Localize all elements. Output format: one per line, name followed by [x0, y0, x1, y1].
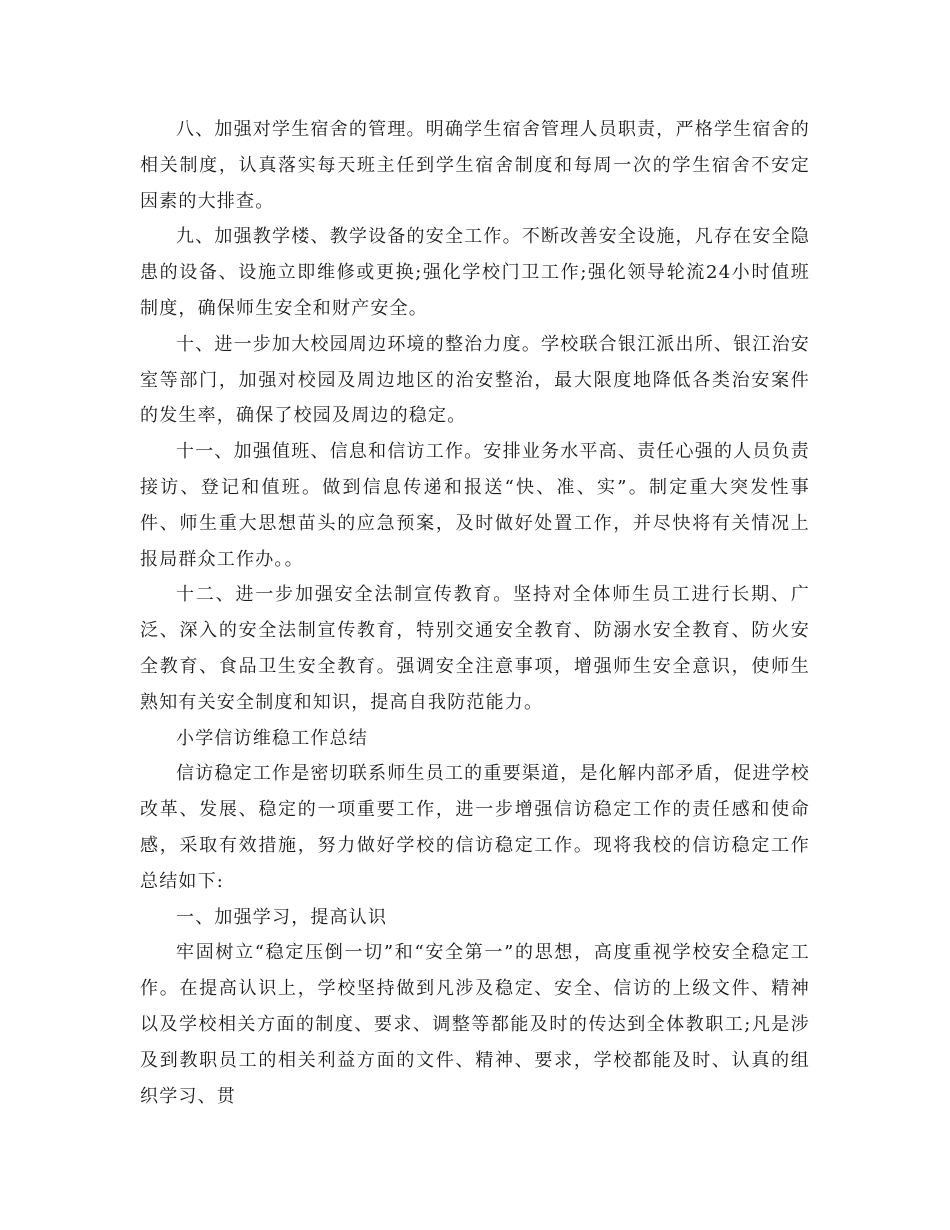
paragraph-duty-petition: 十一、加强值班、信息和信访工作。安排业务水平高、责任心强的人员负责接访、登记和值班。做到信息传递和报送“快、准、实”。制定重大突发性事件、师生重大思想苗头的应急预案，及时做好处置工作，并尽快将有关情况上报局群众工作办。。: [140, 441, 810, 570]
section-title: 小学信访维稳工作总结: [176, 727, 368, 749]
paragraph-campus-surroundings: 十、进一步加大校园周边环境的整治力度。学校联合银江派出所、银江治安室等部门，加强对校园及周边地区的治安整治，最大限度地降低各类治安案件的发生率，确保了校园及周边的稳定。: [140, 333, 810, 427]
document-body: [140, 112, 810, 1114]
paragraph-dormitory-management: 八、加强对学生宿舍的管理。明确学生宿舍管理人员职责，严格学生宿舍的相关制度，认真落实每天班主任到学生宿舍制度和每周一次的学生宿舍不安定因素的大排查。: [140, 119, 810, 212]
paragraph-awareness: 牢固树立“稳定压倒一切”和“安全第一”的思想，高度重视学校安全稳定工作。在提高认识上，学校坚持做到凡涉及稳定、安全、信访的上级文件、精神以及学校相关方面的制度、要求、调整等都能及时的传达到全体教职工;凡是涉及到教职员工的相关利益方面的文件、精神、要求，学校都能及时、认真的组织学习、贯: [140, 942, 810, 1107]
paragraph-building-safety: 九、加强教学楼、教学设备的安全工作。不断改善安全设施，凡存在安全隐患的设备、设施立即维修或更换;强化学校门卫工作;强化领导轮流24小时值班制度，确保师生安全和财产安全。: [140, 226, 810, 319]
section-heading-study: 一、加强学习，提高认识: [176, 906, 388, 928]
paragraph-legal-education: 十二、进一步加强安全法制宣传教育。坚持对全体师生员工进行长期、广泛、深入的安全法制宣传教育，特别交通安全教育、防溺水安全教育、防火安全教育、食品卫生安全教育。强调安全注意事项，增强师生安全意识，使师生熟知有关安全制度和知识，提高自我防范能力。: [140, 584, 810, 713]
paragraph-introduction: 信访稳定工作是密切联系师生员工的重要渠道，是化解内部矛盾，促进学校改革、发展、稳定的一项重要工作，进一步增强信访稳定工作的责任感和使命感，采取有效措施，努力做好学校的信访稳定工作。现将我校的信访稳定工作总结如下:: [140, 763, 810, 892]
